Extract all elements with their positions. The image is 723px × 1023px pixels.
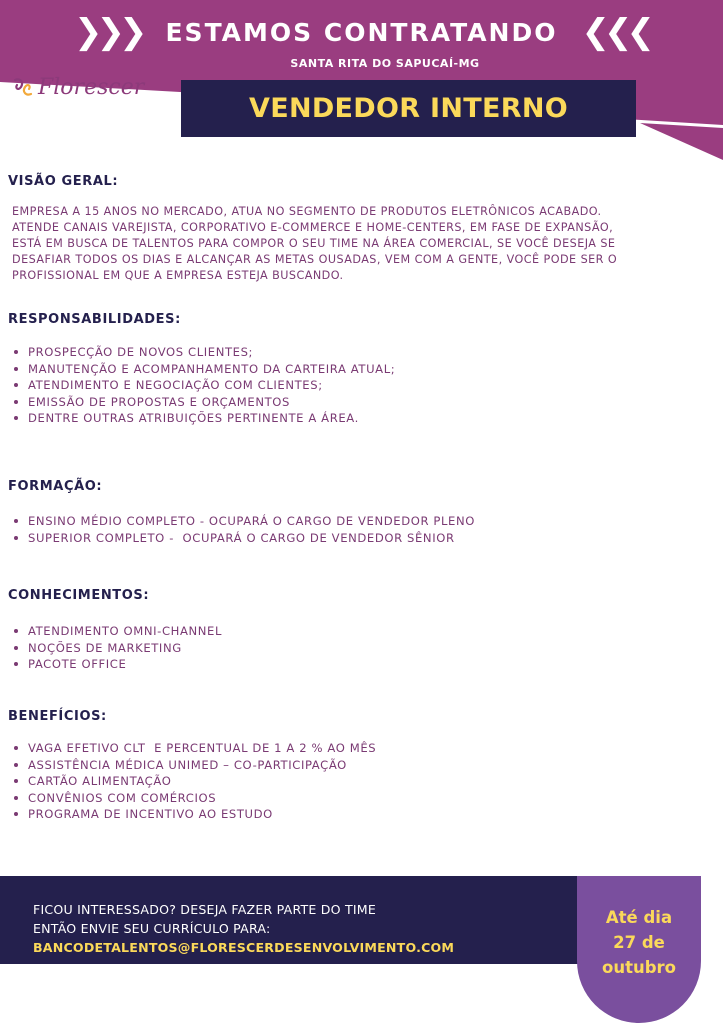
list-item: PROSPECÇÃO DE NOVOS CLIENTES; [14,344,395,361]
list-item: NOÇÕES DE MARKETING [14,640,222,657]
list-item: PACOTE OFFICE [14,656,222,673]
overview-line: ESTÁ EM BUSCA DE TALENTOS PARA COMPOR O SEU TIME NA ÁREA COMERCIAL, SE VOCÊ DESEJA SE [12,237,616,250]
job-role-title: VENDEDOR INTERNO [249,93,568,124]
responsibilities-heading: RESPONSABILIDADES: [8,312,181,327]
bullet-icon [14,763,18,767]
benefits-list [14,740,376,823]
bullet-icon [14,536,18,540]
footer-cta-line: FICOU INTERESSADO? DESEJA FAZER PARTE DO TIME [33,902,377,917]
job-location: SANTA RITA DO SAPUCAÍ-MG [290,57,480,70]
list-item: CONVÊNIOS COM COMÉRCIOS [14,790,376,807]
bullet-icon [14,629,18,633]
overview-paragraph [12,204,718,284]
list-item: PROGRAMA DE INCENTIVO AO ESTUDO [14,806,376,823]
flower-logo-icon [12,76,34,98]
bullet-icon [14,350,18,354]
company-logo [12,72,144,102]
responsibilities-list [14,344,395,427]
overview-line: ATENDE CANAIS VAREJISTA, CORPORATIVO E-COMMERCE E HOME-CENTERS, EM FASE DE EXPANSÃO, [12,221,614,234]
bullet-icon [14,812,18,816]
chevrons-right-icon: ❯❯❯ [74,12,142,52]
deadline-line: outubro [601,958,676,977]
deadline-badge [577,876,701,1023]
list-item: ATENDIMENTO E NEGOCIAÇÃO COM CLIENTES; [14,377,395,394]
bullet-icon [14,383,18,387]
overview-line: PROFISSIONAL EM QUE A EMPRESA ESTEJA BUSCANDO. [12,269,344,282]
bullet-icon [14,746,18,750]
deadline-line: Até dia [605,908,673,927]
overview-heading: VISÃO GERAL: [8,174,119,189]
hiring-heading [0,14,723,50]
list-item: ENSINO MÉDIO COMPLETO - OCUPARÁ O CARGO DE VENDEDOR PLENO [14,513,475,530]
overview-line: DESAFIAR TODOS OS DIAS E ALCANÇAR AS METAS OUSADAS, VEM COM A GENTE, VOCÊ PODE SER O [12,253,618,266]
job-role-banner [181,80,636,137]
deadline-line: 27 de [613,933,665,952]
bullet-icon [14,646,18,650]
list-item: EMISSÃO DE PROPOSTAS E ORÇAMENTOS [14,394,395,411]
knowledge-heading: CONHECIMENTOS: [8,588,150,603]
footer-instruction-line: ENTÃO ENVIE SEU CURRÍCULO PARA: [33,921,271,936]
application-email-link[interactable]: BANCODETALENTOS@FLORESCERDESENVOLVIMENTO.COM [33,940,455,955]
bullet-icon [14,416,18,420]
benefits-heading: BENEFÍCIOS: [8,709,107,724]
list-item: ATENDIMENTO OMNI-CHANNEL [14,623,222,640]
bullet-icon [14,662,18,666]
education-heading: FORMAÇÃO: [8,479,103,494]
bullet-icon [14,367,18,371]
list-item: MANUTENÇÃO E ACOMPANHAMENTO DA CARTEIRA ATUAL; [14,361,395,378]
education-list [14,513,475,546]
list-item: ASSISTÊNCIA MÉDICA UNIMED – CO-PARTICIPAÇÃO [14,757,376,774]
bullet-icon [14,779,18,783]
chevrons-left-icon: ❮❮❮ [581,12,649,52]
bullet-icon [14,519,18,523]
knowledge-list [14,623,222,673]
bullet-icon [14,796,18,800]
hiring-title: ESTAMOS CONTRATANDO [165,17,558,47]
list-item: CARTÃO ALIMENTAÇÃO [14,773,376,790]
bullet-icon [14,400,18,404]
overview-line: EMPRESA A 15 ANOS NO MERCADO, ATUA NO SEGMENTO DE PRODUTOS ELETRÔNICOS ACABADO. [12,205,602,218]
list-item: SUPERIOR COMPLETO - OCUPARÁ O CARGO DE VENDEDOR SÊNIOR [14,530,475,547]
brand-name: Florescer [38,74,145,100]
list-item: DENTRE OUTRAS ATRIBUIÇÕES PERTINENTE A ÁREA. [14,410,395,427]
list-item: VAGA EFETIVO CLT E PERCENTUAL DE 1 A 2 % AO MÊS [14,740,376,757]
